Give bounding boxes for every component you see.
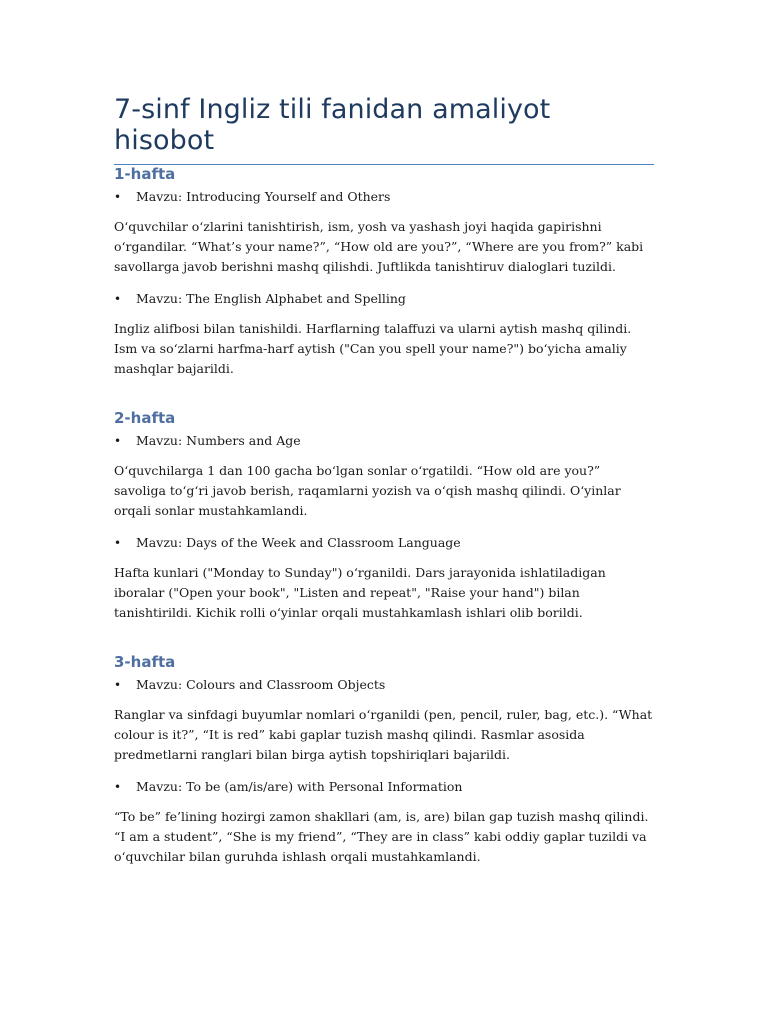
week-section-2 [114,409,654,623]
document-title: 7-sinf Ingliz tili fanidan amaliyot hisobot [114,94,654,165]
topic-paragraph: Ingliz alifbosi bilan tanishildi. Harflarning talaffuzi va ularni aytish mashq qilindi. Ism va so‘zlarni harfma-harf aytish ("Can you spell your name?") bo‘yicha amaliy mashqlar bajarildi. [114,321,632,376]
topic-title: Mavzu: Days of the Week and Classroom Language [136,535,461,550]
topic-bullet-item [114,431,654,451]
week-heading: 3-hafta [114,653,176,671]
topic-title: Mavzu: Colours and Classroom Objects [136,677,386,692]
topic-paragraph: “To be” fe’lining hozirgi zamon shakllari (am, is, are) bilan gap tuzish mashq qilindi. “I am a student”, “She is my friend”, “They are in class” kabi oddiy gaplar tuzildi va o‘quvchilar bilan guruhda ishlash orqali mustahkamlandi. [114,809,649,864]
topic-title: Mavzu: To be (am/is/are) with Personal Information [136,779,463,794]
week-section-3 [114,653,654,867]
bullet-icon: • [114,780,122,794]
bullet-icon: • [114,434,122,448]
bullet-icon: • [114,536,122,550]
topic-title: Mavzu: Numbers and Age [136,433,301,448]
topic-paragraph: O‘quvchilarga 1 dan 100 gacha bo‘lgan sonlar o‘rgatildi. “How old are you?” savoliga to‘g‘ri javob berish, raqamlarni yozish va o‘qish mashq qilindi. O‘yinlar orqali sonlar mustahkamlandi. [114,463,621,518]
topic-paragraph: O‘quvchilar o‘zlarini tanishtirish, ism, yosh va yashash joyi haqida gapirishni o‘rgandilar. “What’s your name?”, “How old are you?”, “Where are you from?” kabi savollarga javob berishni mashq qilishdi. Juftlikda tanishtiruv dialoglari tuzildi. [114,219,644,274]
topic-bullet-item [114,533,654,553]
bullet-icon: • [114,292,122,306]
week-section-1 [114,165,654,379]
week-heading: 1-hafta [114,165,176,183]
topic-paragraph: Ranglar va sinfdagi buyumlar nomlari o‘rganildi (pen, pencil, ruler, bag, etc.). “What colour is it?”, “It is red” kabi gaplar tuzish mashq qilindi. Rasmlar asosida predmetlarni ranglari bilan birga aytish topshiriqlari bajarildi. [114,707,653,762]
topic-title: Mavzu: Introducing Yourself and Others [136,189,391,204]
topic-bullet-item [114,187,654,207]
topic-bullet-item [114,777,654,797]
bullet-icon: • [114,678,122,692]
topic-paragraph: Hafta kunlari ("Monday to Sunday") o‘rganildi. Dars jarayonida ishlatiladigan iboralar ("Open your book", "Listen and repeat", "Raise your hand") bilan tanishtirildi. Kichik rolli o‘yinlar orqali mustahkamlash ishlari olib borildi. [114,565,606,620]
bullet-icon: • [114,190,122,204]
topic-bullet-item [114,289,654,309]
topic-bullet-item [114,675,654,695]
topic-title: Mavzu: The English Alphabet and Spelling [136,291,406,306]
week-heading: 2-hafta [114,409,176,427]
